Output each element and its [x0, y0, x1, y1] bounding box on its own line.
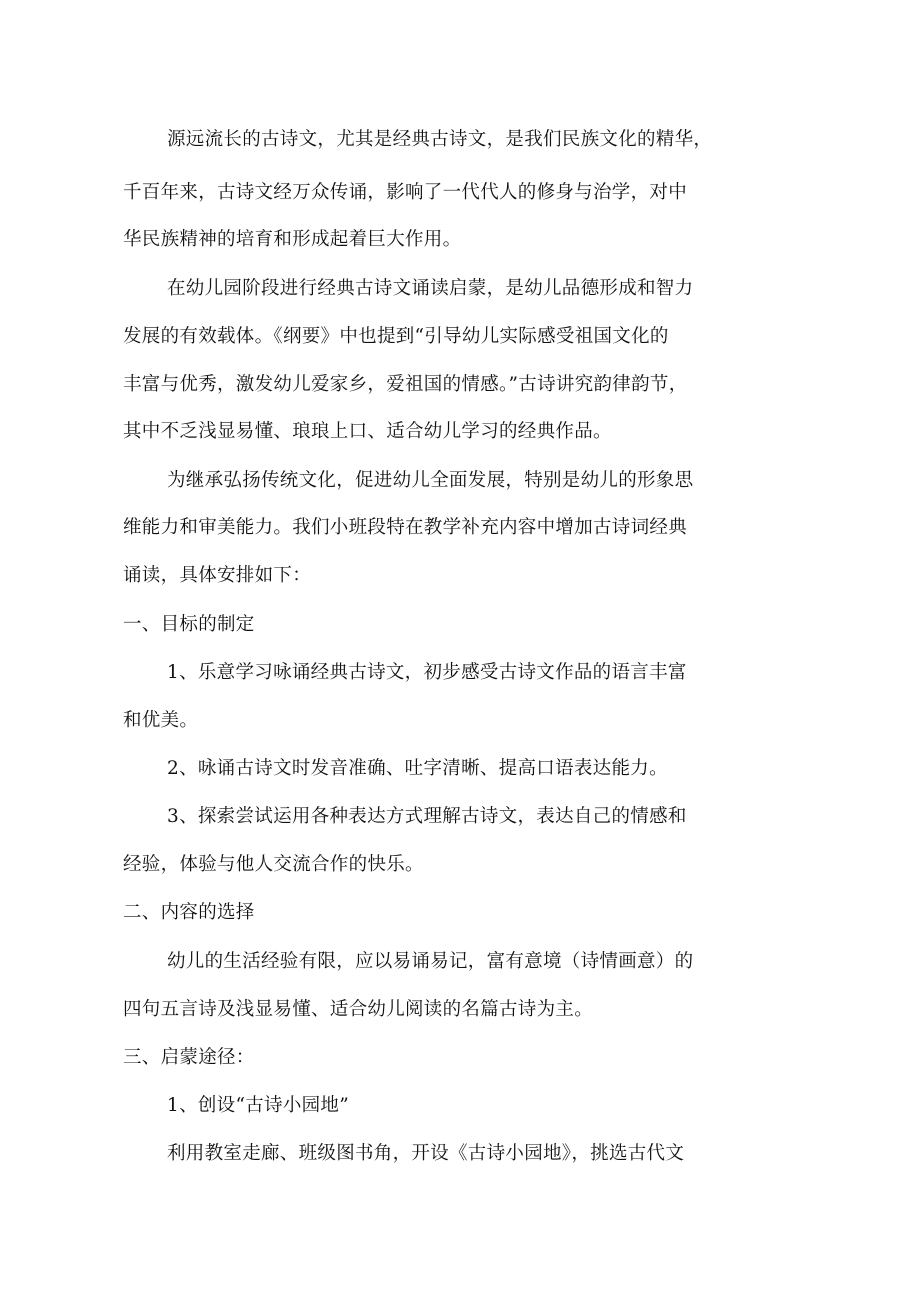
paragraph-line: 和优美。: [123, 710, 199, 731]
paragraph-line: 诵读，具体安排如下：: [123, 565, 312, 586]
paragraph-line: 经验，体验与他人交流合作的快乐。: [123, 854, 424, 875]
section-heading: 一、目标的制定: [123, 614, 255, 635]
paragraph-line: 维能力和审美能力。我们小班段特在教学补充内容中增加古诗词经典: [123, 517, 688, 538]
paragraph-line: 为继承弘扬传统文化，促进幼儿全面发展，特别是幼儿的形象思: [167, 470, 694, 491]
paragraph-line: 四句五言诗及浅显易懂、适合幼儿阅读的名篇古诗为主。: [123, 999, 594, 1020]
list-item: 2、咏诵古诗文时发音准确、吐字清晰、提高口语表达能力。: [167, 758, 668, 779]
paragraph-line: 发展的有效载体。《纲要》中也提到“引导幼儿实际感受祖国文化的: [123, 326, 669, 347]
paragraph-line: 其中不乏浅显易懂、琅琅上口、适合幼儿学习的经典作品。: [123, 421, 612, 442]
list-item: 1、乐意学习咏诵经典古诗文，初步感受古诗文作品的语言丰富: [167, 662, 687, 683]
subsection-heading: 1、创设“古诗小园地”: [167, 1095, 349, 1116]
paragraph-line: 利用教室走廊、班级图书角，开设《古诗小园地》，挑选古代文: [167, 1143, 685, 1164]
paragraph-line: 源远流长的古诗文，尤其是经典古诗文，是我们民族文化的精华，: [167, 129, 713, 150]
paragraph-line: 千百年来，古诗文经万众传诵，影响了一代代人的修身与治学，对中: [123, 182, 688, 203]
paragraph-line: 幼儿的生活经验有限，应以易诵易记，富有意境（诗情画意）的: [167, 951, 694, 972]
paragraph-line: 华民族精神的培育和形成起着巨大作用。: [123, 229, 462, 250]
paragraph-line: 丰富与优秀，激发幼儿爱家乡，爱祖国的情感。”古诗讲究韵律韵节，: [123, 374, 688, 395]
section-heading: 二、内容的选择: [123, 902, 255, 923]
paragraph-line: 在幼儿园阶段进行经典古诗文诵读启蒙，是幼儿品德形成和智力: [167, 278, 694, 299]
section-heading: 三、启蒙途径：: [123, 1047, 255, 1068]
list-item: 3、探索尝试运用各种表达方式理解古诗文，表达自己的情感和: [167, 806, 687, 827]
